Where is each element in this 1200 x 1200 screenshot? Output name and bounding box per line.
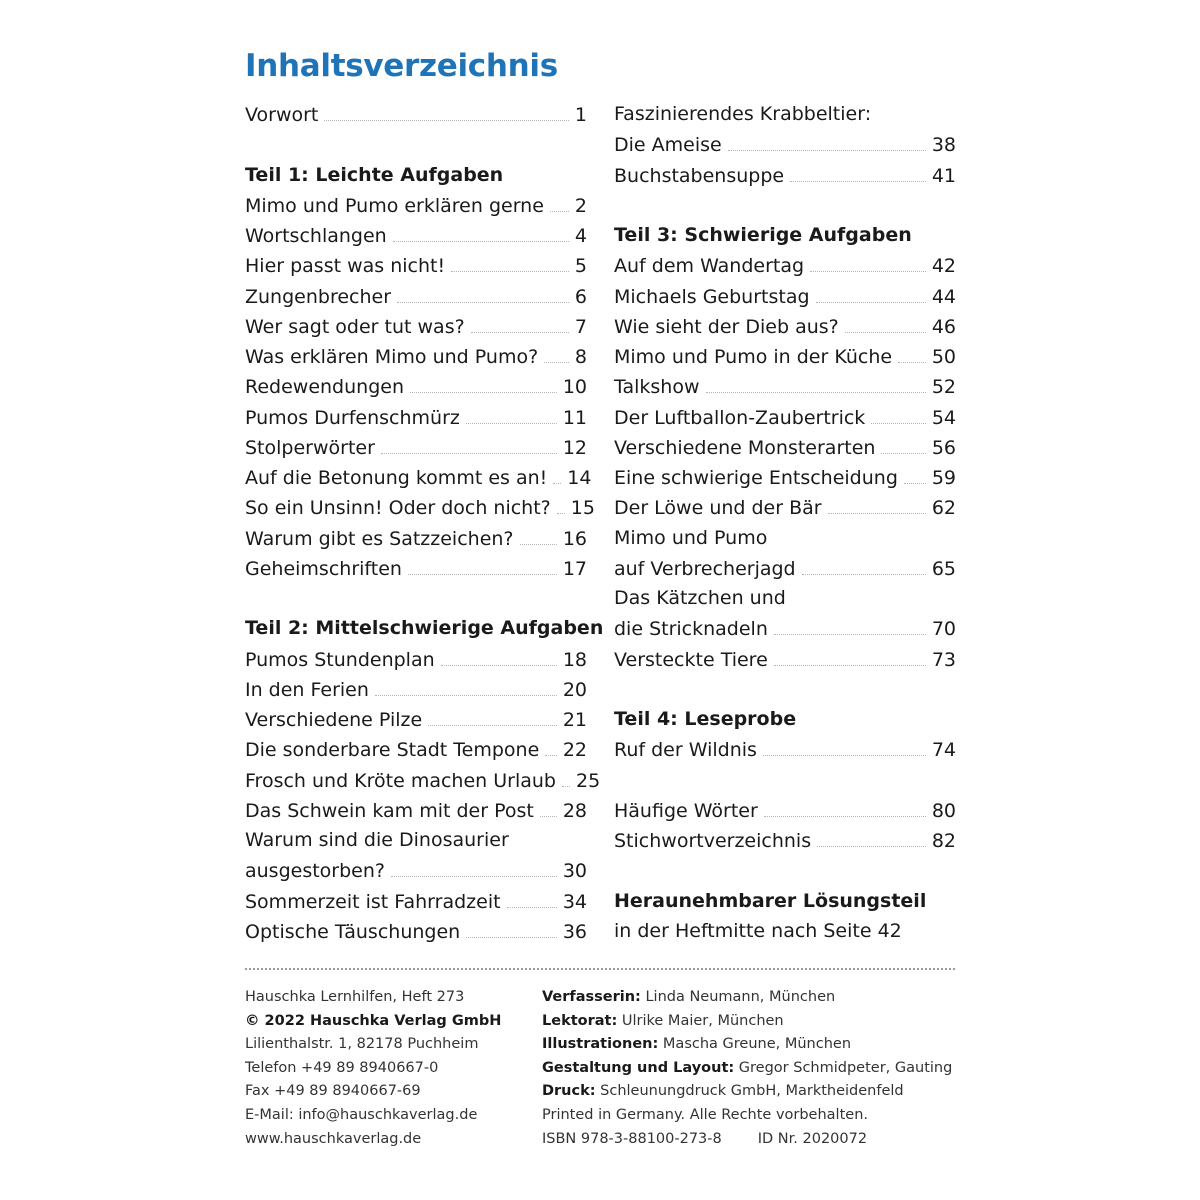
toc-page-number: 41 (931, 164, 956, 187)
toc-entry-line (614, 916, 956, 946)
credit-value: Mascha Greune, München (662, 1036, 852, 1053)
toc-entry (245, 704, 587, 734)
dot-leader (375, 674, 557, 696)
toc-entry-title: Zungenbrecher (245, 285, 392, 308)
toc-entry-title: Ruf der Wildnis (614, 739, 757, 762)
toc-entry-title: Wortschlangen (245, 225, 387, 247)
dot-leader (545, 734, 557, 756)
toc-entry-title: Das Schwein kam mit der Post (245, 799, 534, 822)
toc-entry (245, 341, 587, 371)
toc-entry-title: Redewendungen (245, 376, 404, 399)
page-title: Inhaltsverzeichnis (245, 48, 558, 84)
toc-page-number: 30 (562, 860, 587, 883)
toc-entry-title: die Stricknadeln (614, 618, 768, 641)
dot-leader (774, 613, 926, 635)
toc-entry-title: Wie sieht der Dieb aus? (614, 315, 839, 338)
dot-leader (466, 402, 557, 424)
credit-line (542, 1057, 952, 1081)
toc-entry-title: Auf dem Wandertag (614, 255, 805, 278)
dot-leader (557, 492, 565, 514)
toc-entry-title: Geheimschriften (245, 557, 402, 580)
credit-value: Gregor Schmidpeter, Gauting (738, 1059, 953, 1076)
toc-entry (245, 734, 587, 764)
toc-page-number: 73 (931, 648, 956, 671)
dot-leader (562, 765, 570, 787)
toc-entry (245, 492, 595, 522)
dot-leader (817, 825, 926, 847)
toc-entry (614, 432, 956, 462)
credit-label: Lektorat: (542, 1012, 618, 1029)
dot-leader (802, 553, 926, 575)
toc-page-number: 8 (574, 346, 587, 368)
toc-entry-title: Die sonderbare Stadt Tempone (245, 739, 540, 762)
toc-entry (245, 795, 587, 825)
imprint-line: © 2022 Hauschka Verlag GmbH (245, 1012, 502, 1029)
toc-entry-title: Pumos Stundenplan (245, 648, 435, 671)
toc-entry-title: Michaels Geburtstag (614, 285, 810, 308)
toc-page-number: 7 (574, 315, 587, 338)
imprint-credits (542, 986, 952, 1151)
toc-page-number: 14 (567, 467, 592, 489)
imprint-line: Hauschka Lernhilfen, Heft 273 (245, 989, 465, 1005)
toc-page-number: 65 (931, 557, 956, 580)
credit-label: Gestaltung und Layout: (542, 1059, 735, 1076)
dot-leader (471, 311, 569, 333)
dot-leader (520, 523, 557, 545)
toc-page-number: 18 (562, 648, 587, 671)
toc-entry-title: in der Heftmitte nach Seite 42 (614, 919, 902, 942)
toc-entry-title: Auf die Betonung kommt es an! (245, 467, 548, 489)
dot-leader (410, 371, 557, 393)
toc-left-column (245, 99, 604, 946)
toc-entry-title: Die Ameise (614, 134, 722, 157)
credit-line (542, 1104, 952, 1128)
toc-entry-line (614, 583, 956, 613)
dot-leader (728, 129, 926, 151)
toc-entry-title: Stolperwörter (245, 436, 375, 459)
toc-page-number: 46 (931, 315, 956, 338)
dot-leader (898, 341, 926, 363)
toc-page-number: 52 (931, 376, 956, 399)
toc-page-number: 10 (562, 376, 587, 399)
toc-page-number: 17 (562, 557, 587, 580)
dot-leader (451, 250, 569, 272)
dotted-separator (245, 968, 955, 970)
dot-leader (904, 462, 926, 484)
toc-entry-line (614, 99, 956, 129)
toc-entry (245, 371, 587, 401)
credit-line (542, 1010, 952, 1034)
toc-entry (245, 886, 587, 916)
dot-leader (816, 281, 926, 303)
toc-entry (614, 492, 956, 522)
toc-entry (614, 371, 956, 401)
toc-entry (245, 916, 587, 946)
toc-entry (614, 734, 956, 764)
toc-page-number: 6 (574, 285, 587, 308)
dot-leader (845, 311, 926, 333)
toc-entry (614, 129, 956, 159)
toc-page-number: 28 (562, 799, 587, 822)
toc-entry-title: Optische Täuschungen (245, 920, 461, 943)
dot-leader (507, 886, 557, 908)
toc-page-number: 82 (931, 830, 956, 852)
toc-entry-line (245, 825, 587, 855)
dot-leader (397, 281, 569, 303)
dot-leader (408, 553, 557, 575)
dot-leader (540, 795, 557, 817)
toc-entry (614, 281, 956, 311)
toc-section-heading (245, 613, 604, 643)
toc-entry-title: auf Verbrecherjagd (614, 557, 796, 580)
dot-leader (871, 402, 926, 424)
toc-entry (614, 311, 956, 341)
dot-leader (764, 795, 926, 817)
toc-entry (245, 99, 587, 129)
toc-entry (614, 160, 956, 190)
toc-entry-title: Sommerzeit ist Fahrradzeit (245, 890, 501, 913)
toc-entry-title: Mimo und Pumo (614, 526, 768, 549)
toc-page-number: 2 (574, 194, 587, 217)
toc-spacer (614, 765, 956, 795)
toc-page-number: 1 (574, 104, 587, 126)
credit-value: Ulrike Maier, München (621, 1012, 784, 1029)
toc-page-number: 16 (562, 527, 587, 550)
toc-entry (245, 855, 587, 885)
toc-section-heading (614, 704, 956, 734)
toc-entry (245, 553, 587, 583)
dot-leader (790, 160, 926, 182)
toc-entry-title: ausgestorben? (245, 860, 385, 883)
toc-spacer (245, 129, 587, 159)
dot-leader (828, 492, 926, 514)
toc-entry-title: Der Löwe und der Bär (614, 497, 822, 520)
toc-page-number: 20 (562, 678, 587, 701)
toc-entry-title: Hier passt was nicht! (245, 255, 446, 278)
toc-entry-title: Verschiedene Pilze (245, 709, 423, 731)
dot-leader (550, 190, 569, 212)
toc-page-number: 34 (562, 890, 587, 913)
toc-right-column (614, 99, 956, 946)
toc-page-number: 11 (562, 406, 587, 429)
dot-leader (553, 462, 561, 484)
toc-entry (245, 432, 587, 462)
toc-entry-title: So ein Unsinn! Oder doch nicht? (245, 497, 551, 520)
toc-page-number: 22 (562, 739, 587, 762)
imprint-publisher (245, 986, 501, 1151)
toc-entry-title: Stichwortverzeichnis (614, 830, 812, 852)
imprint-line: E-Mail: info@hauschkaverlag.de (245, 1106, 478, 1123)
dot-leader (544, 341, 569, 363)
imprint-line: Telefon +49 89 8940667-0 (245, 1059, 439, 1076)
toc-page-number: 74 (931, 739, 956, 762)
toc-page-number: 5 (574, 255, 587, 278)
dot-leader (881, 432, 925, 454)
section-heading-text: Teil 1: Leichte Aufgaben (245, 163, 504, 186)
toc-page-number: 15 (570, 497, 595, 520)
toc-spacer (614, 855, 956, 885)
toc-entry-title: Verschiedene Monsterarten (614, 436, 876, 459)
credit-value: Schleunungdruck GmbH, Marktheidenfeld (600, 1083, 904, 1100)
toc-spacer (614, 190, 956, 220)
toc-entry-title: Frosch und Kröte machen Urlaub (245, 769, 556, 792)
toc-entry (614, 613, 956, 643)
imprint-isbn-line (542, 1128, 952, 1152)
toc-entry (245, 190, 587, 220)
credit-label: Illustrationen: (542, 1036, 659, 1053)
toc-entry (614, 825, 956, 855)
toc-entry-title: Was erklären Mimo und Pumo? (245, 346, 539, 368)
toc-entry-title: Buchstabensuppe (614, 164, 785, 187)
toc-entry-title: Mimo und Pumo erklären gerne (245, 194, 544, 217)
dot-leader (441, 644, 557, 666)
toc-page-number: 50 (931, 346, 956, 368)
toc-entry-title: In den Ferien (245, 678, 369, 701)
toc-entry (245, 250, 587, 280)
toc-entry-title: Warum gibt es Satzzeichen? (245, 527, 514, 550)
toc-page-number: 56 (931, 436, 956, 459)
imprint-line: Lilienthalstr. 1, 82178 Puchheim (245, 1036, 479, 1053)
toc-page-number: 44 (931, 285, 956, 308)
toc-entry (245, 402, 587, 432)
toc-entry-title: Warum sind die Dinosaurier (245, 829, 509, 851)
credit-label: Druck: (542, 1083, 596, 1100)
section-heading-text: Teil 4: Leseprobe (614, 708, 797, 730)
toc-entry-title: Eine schwierige Entscheidung (614, 467, 898, 489)
toc-entry (614, 402, 956, 432)
toc-page-number: 38 (931, 134, 956, 157)
toc-spacer (614, 674, 956, 704)
toc-page-number: 42 (931, 255, 956, 278)
toc-page-number: 54 (931, 406, 956, 429)
dot-leader (393, 220, 569, 242)
toc-entry (245, 220, 587, 250)
toc-entry (614, 250, 956, 280)
dot-leader (381, 432, 557, 454)
credit-line (542, 1080, 952, 1104)
toc-entry (614, 644, 956, 674)
dot-leader (774, 644, 926, 666)
credit-value: Linda Neumann, München (645, 989, 836, 1005)
toc-entry-title: Vorwort (245, 104, 319, 126)
toc-entry-title: Häufige Wörter (614, 799, 758, 822)
toc-entry (245, 523, 587, 553)
toc-page-number: 25 (576, 769, 601, 792)
toc-entry-title: Talkshow (614, 376, 700, 399)
toc-entry-line (614, 523, 956, 553)
imprint-line: Fax +49 89 8940667-69 (245, 1083, 421, 1100)
dot-leader (706, 371, 926, 393)
toc-section-heading (245, 160, 587, 190)
id-number: ID Nr. 2020072 (757, 1130, 868, 1147)
toc-page-number: 59 (931, 467, 956, 489)
toc-entry (614, 795, 956, 825)
toc-entry-title: Mimo und Pumo in der Küche (614, 346, 893, 368)
toc-section-heading (614, 886, 956, 916)
toc-page-number: 62 (931, 497, 956, 520)
isbn: ISBN 978-3-88100-273-8 (542, 1130, 722, 1147)
toc-page-number: 70 (931, 618, 956, 641)
toc-entry (245, 281, 587, 311)
toc-entry-title: Der Luftballon-Zaubertrick (614, 406, 866, 429)
section-heading-text: Teil 3: Schwierige Aufgaben (614, 224, 912, 246)
toc-page-number: 80 (931, 799, 956, 822)
dot-leader (466, 916, 557, 938)
toc-section-heading (614, 220, 956, 250)
toc-entry (245, 644, 587, 674)
credit-value: Printed in Germany. Alle Rechte vorbehalten. (542, 1106, 868, 1123)
dot-leader (324, 99, 569, 121)
credit-line (542, 1033, 952, 1057)
toc-entry-title: Versteckte Tiere (614, 648, 768, 671)
toc-page-number: 36 (562, 920, 587, 943)
toc-entry-title: Pumos Durfenschmürz (245, 406, 460, 429)
toc-entry (614, 462, 956, 492)
toc-spacer (245, 583, 587, 613)
toc-page-number: 21 (562, 709, 587, 731)
credit-line (542, 986, 952, 1010)
toc-page-number: 12 (562, 436, 587, 459)
dot-leader (428, 704, 557, 726)
toc-entry-title: Faszinierendes Krabbeltier: (614, 103, 872, 125)
toc-page-number: 4 (574, 225, 587, 247)
dot-leader (391, 855, 557, 877)
toc-entry (245, 462, 592, 492)
section-heading-text: Teil 2: Mittelschwierige Aufgaben (245, 617, 604, 640)
dot-leader (763, 734, 926, 756)
toc-entry (614, 341, 956, 371)
toc-entry (245, 311, 587, 341)
toc-entry-title: Das Kätzchen und (614, 587, 786, 609)
dot-leader (810, 250, 926, 272)
section-heading-text: Heraunehmbarer Lösungsteil (614, 889, 927, 912)
imprint-line: www.hauschkaverlag.de (245, 1130, 422, 1147)
credit-label: Verfasserin: (542, 989, 641, 1005)
toc-entry-title: Wer sagt oder tut was? (245, 315, 465, 338)
toc-entry (245, 765, 601, 795)
toc-entry (245, 674, 587, 704)
toc-entry (614, 553, 956, 583)
